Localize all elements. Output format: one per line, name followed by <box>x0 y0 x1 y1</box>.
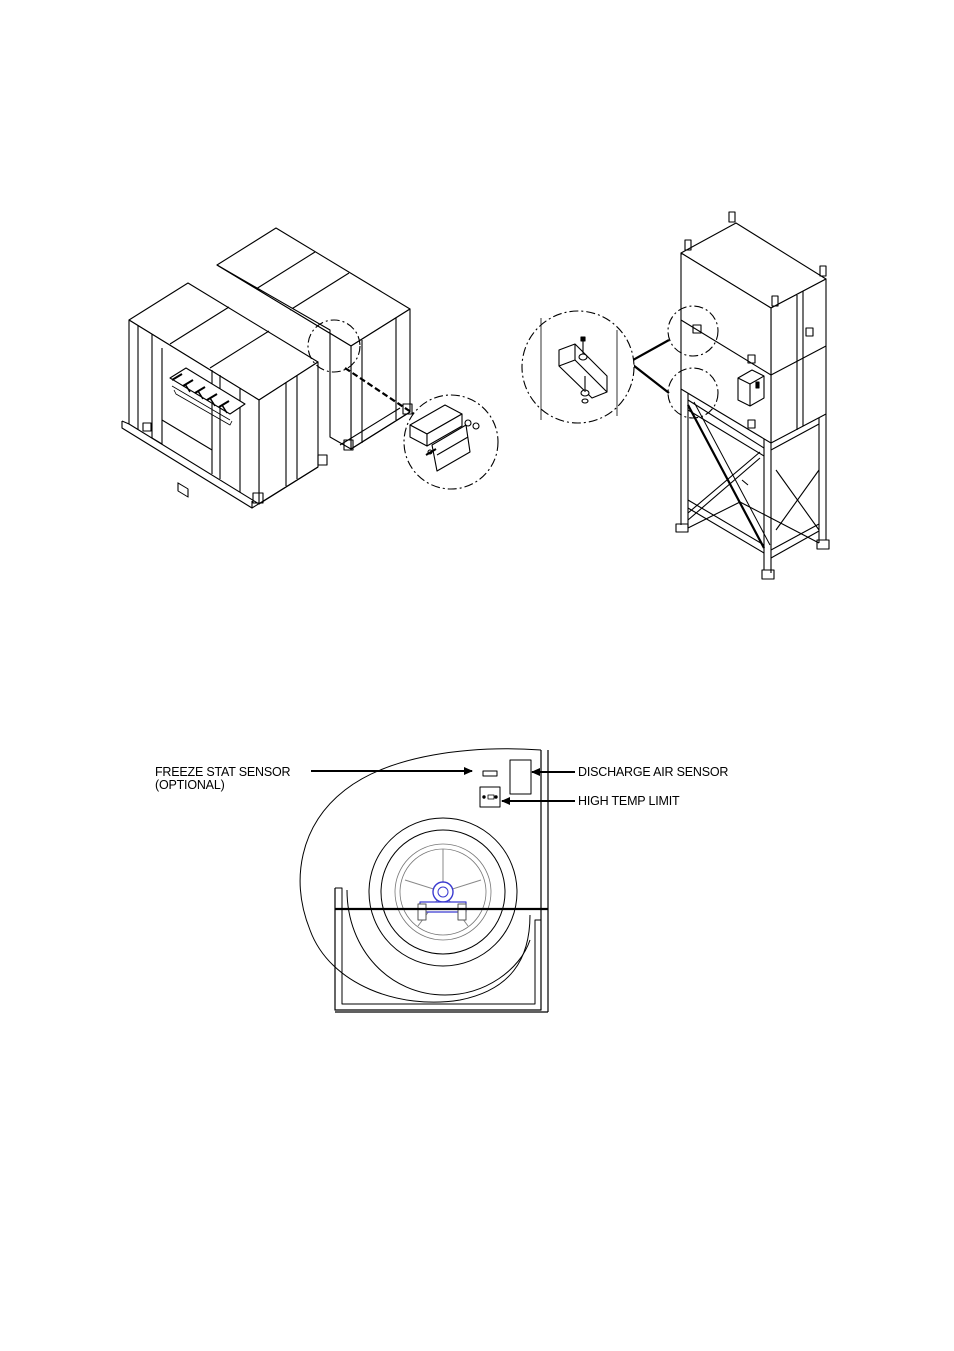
wheel-hub <box>418 882 466 920</box>
blower-scroll-housing <box>300 749 541 1002</box>
disconnect-box <box>738 370 764 406</box>
stand-foot <box>676 524 688 532</box>
freeze-stat-optional-label: (OPTIONAL) <box>155 778 225 792</box>
front-unit-foot <box>318 455 327 465</box>
discharge-air-sensor-label: DISCHARGE AIR SENSOR <box>578 765 729 779</box>
freeze-stat-sensor-label: FREEZE STAT SENSOR <box>155 765 291 779</box>
high-temp-limit-label: HIGH TEMP LIMIT <box>578 794 680 808</box>
front-unit <box>122 283 327 508</box>
lifting-lug <box>729 212 735 222</box>
blower-sensor-diagram <box>300 749 575 1012</box>
freeze-stat-sensor <box>483 771 497 776</box>
high-temp-limit <box>480 787 500 807</box>
stand-mounted-unit-figure <box>522 212 829 579</box>
discharge-air-sensor <box>510 760 531 794</box>
side-by-side-units-figure <box>122 228 498 508</box>
lifting-lug <box>820 266 826 276</box>
stand-foot <box>762 570 774 579</box>
